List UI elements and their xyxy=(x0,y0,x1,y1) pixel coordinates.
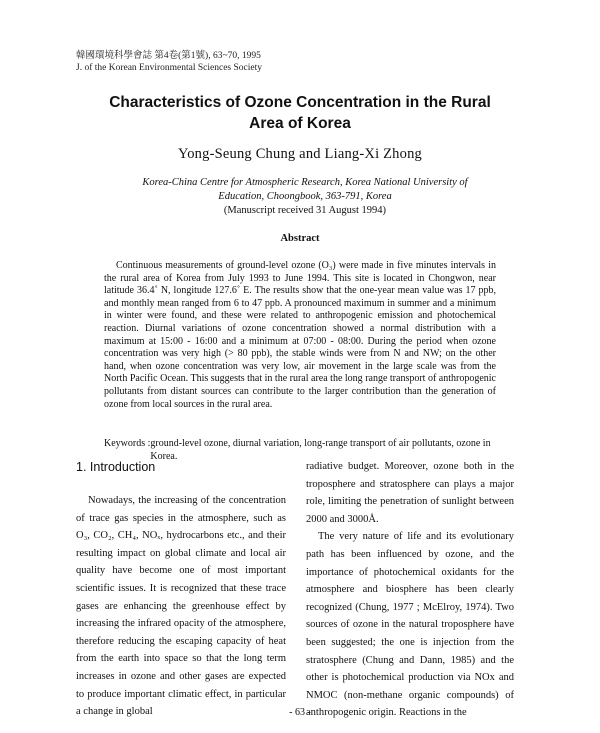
paragraph: radiative budget. Moreover, ozone both in the troposphere and stratosphere can plays a major role, limiting the penetration of sunlight between 2000 and 3000Å. xyxy=(306,461,514,525)
page-number: - 63 - xyxy=(289,707,311,718)
abstract-heading: Abstract xyxy=(280,233,320,244)
paragraph: Nowadays, the increasing of the concentration of trace gas species in the atmosphere, such as O₃, CO₂, CH₄, NOₓ, hydrocarbons etc., and their resulting impact on global climate and local air quality have become one of most important scientific issues. It is recognized that these trace gases are enhancing the greenhouse effect by increasing the infrared opacity of the atmosphere, therefore reducing the escaping capacity of heat from the earth into space so that the long term increases in ozone and other gases are expected to produce important climatic effect, in particular a change in global xyxy=(76,495,286,718)
body-column-right xyxy=(306,458,514,722)
journal-header-english: J. of the Korean Environmental Sciences Society xyxy=(76,63,262,73)
journal-header xyxy=(76,50,262,74)
affiliation-line2: Education, Choongbook, 363-791, Korea xyxy=(218,191,392,202)
paper-title-line2: Area of Korea xyxy=(249,115,351,132)
section-heading-introduction: 1. Introduction xyxy=(76,460,156,474)
paragraph: The very nature of life and its evolutionary path has been influenced by ozone, and the importance of photochemical oxidants for the atmosphere and biosphere has been clearly recognized (Chung, 1977 ; McElroy, 1974). Two sources of ozone in the natural troposphere have been suggested; the one is injection from the stratosphere (Chung and Dann, 1985) and the other is photochemical production via NOx and NMOC (non-methane organic compounds) of anthropogenic origin. Reactions in the xyxy=(306,531,514,719)
keywords-label: Keywords : xyxy=(104,438,151,449)
received-date: (Manuscript received 31 August 1994) xyxy=(223,205,387,216)
affiliation xyxy=(120,176,490,218)
paper-title xyxy=(0,92,600,134)
journal-header-korean: 韓國環境科學會誌 第4卷(第1號), 63~70, 1995 xyxy=(76,51,261,61)
abstract-text: Continuous measurements of ground-level ozone (O₃) were made in five minutes intervals in the rural area of Korea from July 1993 to June 1994. This site is located in Chongwon, near latitude 36.4˚ N, longitude 127.6˚ E. The results show that the one-year mean value was 17 ppb, and monthly mean ranged from 6 to 47 ppb. A pronounced maximum in summer and a minimum in winter were found, and these were related to anthropogenic emission and photochemical reaction. Diurnal variations of ozone concentration showed a normal distribution with a maximum at 15:00 - 16:00 and a minimum at 07:00 - 08:00. During the period when ozone concentration was very high (> 80 ppb), the stable winds were from N and NW; on the other hand, when ozone concentration was very low, air movement in the large scale was from the North Pacific Ocean. This suggests that in the rural area the long range transport of anthropogenic pollutants from distant sources can contribute to the larger contribution than the generation of ozone from local sources in the rural area. xyxy=(104,260,496,410)
keywords-text: ground-level ozone, diurnal variation, long-range transport of air pollutants, ozone in Korea. xyxy=(150,438,491,462)
authors: Yong-Seung Chung and Liang-Xi Zhong xyxy=(178,146,422,162)
paper-title-line1: Characteristics of Ozone Concentration in the Rural xyxy=(109,94,491,111)
affiliation-line1: Korea-China Centre for Atmospheric Research, Korea National University of xyxy=(142,177,468,188)
body-column-left xyxy=(76,492,286,721)
